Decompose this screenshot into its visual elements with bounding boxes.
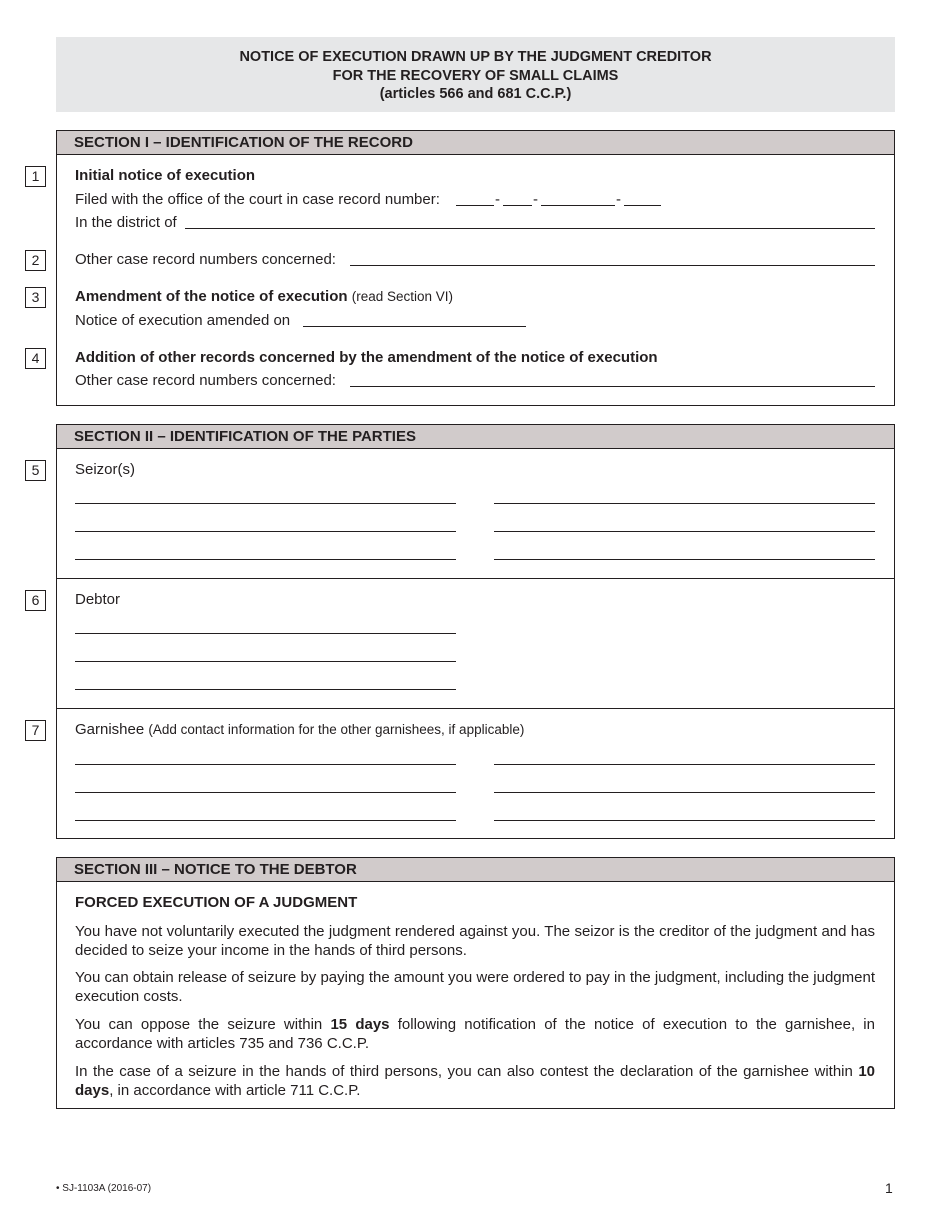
page-number: 1 — [885, 1180, 893, 1196]
case-number-part4-field[interactable] — [624, 205, 661, 206]
notice-paragraph-3 — [75, 1015, 875, 1053]
garnishee-note: (Add contact information for the other garnishees, if applicable) — [148, 722, 525, 737]
debtor-field[interactable] — [75, 661, 456, 662]
seizor-field[interactable] — [494, 559, 875, 560]
case-number-part2-field[interactable] — [503, 205, 532, 206]
seizor-field[interactable] — [494, 531, 875, 532]
case-number-part3-field[interactable] — [541, 205, 615, 206]
section-3-title: SECTION III – NOTICE TO THE DEBTOR — [57, 858, 894, 882]
seizor-field[interactable] — [75, 531, 456, 532]
amended-date-field[interactable] — [303, 326, 526, 327]
garnishee-field[interactable] — [494, 764, 875, 765]
other-case-numbers-label: Other case record numbers concerned: — [75, 251, 336, 268]
district-field[interactable] — [185, 228, 875, 229]
debtor-field[interactable] — [75, 689, 456, 690]
para4-text-a: In the case of a seizure in the hands of third persons, you can also contest the declaration of the garnishee within — [75, 1063, 859, 1080]
forced-execution-heading: FORCED EXECUTION OF A JUDGMENT — [75, 894, 358, 911]
garnishee-heading — [75, 721, 524, 739]
other-case-numbers-field[interactable] — [350, 265, 875, 266]
district-label: In the district of — [75, 214, 177, 231]
amended-case-numbers-field[interactable] — [350, 386, 875, 387]
filed-label: Filed with the office of the court in case record number: — [75, 191, 440, 208]
seizor-field[interactable] — [494, 503, 875, 504]
seizor-label: Seizor(s) — [75, 461, 136, 478]
garnishee-field[interactable] — [494, 792, 875, 793]
garnishee-field[interactable] — [75, 764, 456, 765]
seizor-field[interactable] — [75, 559, 456, 560]
para3-text-c: following notification of the notice of execution to the garnishee, in accordance with articles 735 and 736 C.C.P. — [75, 1016, 875, 1052]
form-title-line2: FOR THE RECOVERY OF SMALL CLAIMS — [332, 67, 619, 84]
garnishee-field[interactable] — [75, 792, 456, 793]
form-header — [56, 37, 895, 112]
item-4-number: 4 — [25, 348, 46, 369]
dash-separator: - — [495, 191, 500, 208]
form-code: • SJ-1103A (2016-07) — [56, 1183, 152, 1194]
section-divider — [57, 578, 894, 579]
seizor-field[interactable] — [75, 503, 456, 504]
amended-on-label: Notice of execution amended on — [75, 312, 291, 329]
form-title-line1: NOTICE OF EXECUTION DRAWN UP BY THE JUDGMENT CREDITOR — [239, 49, 712, 65]
section-2 — [56, 424, 895, 839]
garnishee-field[interactable] — [494, 820, 875, 821]
item-3-number: 3 — [25, 287, 46, 308]
garnishee-label: Garnishee — [75, 721, 145, 738]
item-6-number: 6 — [25, 590, 46, 611]
form-title-articles: (articles 566 and 681 C.C.P.) — [379, 86, 572, 102]
debtor-field[interactable] — [75, 633, 456, 634]
item-2-number: 2 — [25, 250, 46, 271]
amended-case-numbers-label: Other case record numbers concerned: — [75, 372, 336, 389]
item-5-number: 5 — [25, 460, 46, 481]
para3-deadline: 15 days — [330, 1016, 390, 1033]
section-2-title: SECTION II – IDENTIFICATION OF THE PARTIES — [57, 425, 894, 449]
dash-separator: - — [616, 191, 621, 208]
case-number-part1-field[interactable] — [456, 205, 494, 206]
item-7-number: 7 — [25, 720, 46, 741]
section-1-title: SECTION I – IDENTIFICATION OF THE RECORD — [57, 131, 894, 155]
notice-paragraph-4 — [75, 1062, 875, 1100]
item-1-number: 1 — [25, 166, 46, 187]
notice-paragraph-1: You have not voluntarily executed the judgment rendered against you. The seizor is the creditor of the judgment and has decided to seize your income in the hands of third persons. — [75, 923, 875, 959]
para4-deadline: 10 days — [75, 1063, 875, 1099]
amendment-note: (read Section VI) — [351, 289, 453, 304]
amendment-heading — [75, 288, 453, 306]
initial-notice-heading: Initial notice of execution — [75, 167, 256, 184]
addition-heading: Addition of other records concerned by the amendment of the notice of execution — [75, 349, 658, 366]
para4-text-c: , in accordance with article 711 C.C.P. — [109, 1082, 361, 1099]
notice-paragraph-2: You can obtain release of seizure by paying the amount you were ordered to pay in the judgment, including the judgment execution costs. — [75, 969, 875, 1005]
para3-text-a: You can oppose the seizure within — [75, 1016, 331, 1033]
garnishee-field[interactable] — [75, 820, 456, 821]
debtor-label: Debtor — [75, 591, 121, 608]
amendment-heading-text: Amendment of the notice of execution — [75, 288, 348, 305]
dash-separator: - — [533, 191, 538, 208]
section-divider — [57, 708, 894, 709]
